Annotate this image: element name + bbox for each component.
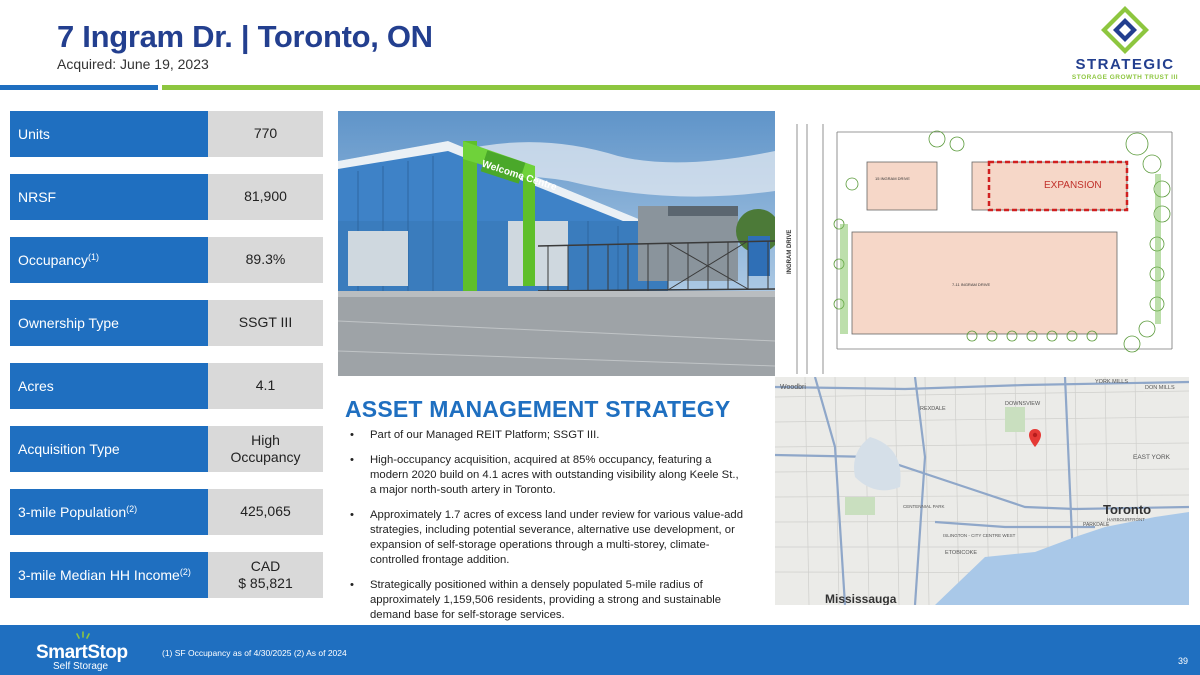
stat-median-income (10, 552, 323, 598)
site-plan (777, 124, 1190, 374)
welcome-sign-text: Welcome Centre (480, 158, 559, 194)
stat-ownership-type (10, 300, 323, 346)
stat-label (10, 174, 208, 220)
sparkle-icon (68, 631, 98, 641)
stat-value-line1: High (251, 431, 280, 448)
map-label-mississauga: Mississauga (825, 592, 897, 605)
footnote-marker: (1) (88, 252, 100, 262)
stat-value-text: 4.1 (255, 377, 276, 394)
stat-acres (10, 363, 323, 409)
map-label-harbourfront: HARBOURFRONT (1107, 517, 1145, 522)
stat-value-text: SSGT III (238, 314, 293, 331)
smartstop-logo (36, 635, 126, 675)
stat-value-text: 425,065 (240, 503, 291, 520)
stat-acquisition-type (10, 426, 323, 472)
street-label: INGRAM DRIVE (787, 229, 793, 274)
stat-value-text: 89.3% (245, 251, 286, 268)
stat-value-line2: $ 85,821 (238, 575, 293, 591)
stat-label-text: Units (18, 126, 50, 142)
strategy-bullet: • Part of our Managed REIT Platform; SSGT III. (348, 428, 748, 443)
map-label-etobicoke: ETOBICOKE (945, 550, 977, 556)
facility-photo (338, 111, 775, 376)
map-label-centennial-park: CENTENNIAL PARK (903, 504, 945, 509)
strategy-bullet: • High-occupancy acquisition, acquired at 85% occupancy, featuring a modern 2020 build on 4.1 acres with outstanding visibility along Keele St., a major north-south artery in Toronto. (348, 453, 748, 498)
map-label-downsview: DOWNSVIEW (1005, 401, 1041, 407)
logo-wordmark: STRATEGIC (1075, 56, 1175, 73)
stat-label-text: Ownership Type (18, 315, 119, 331)
footnotes: (1) SF Occupancy as of 4/30/2025 (2) As of 2024 (162, 648, 347, 658)
map-label-woodbridge: Woodbri (780, 384, 806, 391)
stat-value (208, 426, 323, 472)
stat-value-line2: Occupancy (230, 449, 301, 465)
stat-value-text: 81,900 (244, 188, 287, 205)
map-label-york-mills: YORK MILLS (1095, 379, 1129, 385)
stat-label (10, 426, 208, 472)
stat-population (10, 489, 323, 535)
building-label-7-11: 7-11 INGRAM DRIVE (952, 282, 991, 287)
stat-value (208, 552, 323, 598)
location-map (775, 377, 1189, 605)
smartstop-tagline: Self Storage (53, 661, 109, 672)
stat-label (10, 489, 208, 535)
footnote-marker: (2) (179, 567, 191, 577)
stat-value (208, 489, 323, 535)
stat-value (208, 300, 323, 346)
map-label-east-york: EAST YORK (1133, 454, 1170, 461)
map-label-toronto: Toronto (1103, 502, 1152, 517)
stat-label (10, 363, 208, 409)
page-number: 39 (1178, 656, 1189, 666)
smartstop-wordmark: SmartStop (36, 642, 128, 663)
stat-value (208, 174, 323, 220)
header-rule-blue (0, 85, 158, 90)
stat-occupancy (10, 237, 323, 283)
stat-value (208, 363, 323, 409)
stat-label-text: Acquisition Type (18, 441, 120, 457)
strategy-bullet-list (348, 428, 748, 633)
page-title: 7 Ingram Dr. | Toronto, ON (57, 19, 433, 54)
header-rule-green (162, 85, 1200, 90)
stat-label (10, 300, 208, 346)
strategic-logo (1062, 4, 1188, 88)
expansion-label: EXPANSION (1044, 180, 1102, 191)
stat-value-text: 770 (253, 125, 278, 142)
stat-label (10, 237, 208, 283)
map-label-islington: ISLINGTON - CITY CENTRE WEST (943, 533, 1016, 538)
stat-label (10, 111, 208, 157)
footnote-marker: (2) (126, 504, 138, 514)
map-label-don-mills: DON MILLS (1145, 385, 1175, 391)
logo-tagline: STORAGE GROWTH TRUST III (1071, 74, 1179, 81)
strategy-heading: ASSET MANAGEMENT STRATEGY (345, 396, 731, 422)
diamond-logo-icon (1062, 4, 1188, 56)
stat-label-text: NRSF (18, 189, 57, 205)
stat-value (208, 111, 323, 157)
stat-value-line1: CAD (250, 557, 281, 574)
map-label-rexdale: REXDALE (920, 406, 946, 412)
stat-label-text: Acres (18, 378, 54, 394)
stat-nrsf (10, 174, 323, 220)
map-label-parkdale: PARKDALE (1083, 522, 1110, 528)
stat-label-text: Occupancy (18, 252, 89, 268)
stat-units (10, 111, 323, 157)
stat-label (10, 552, 208, 598)
stat-label-text: 3-mile Population (18, 504, 127, 520)
stat-label-text: 3-mile Median HH Income (18, 567, 180, 583)
strategy-bullet: • Strategically positioned within a densely populated 5-mile radius of approximately 1,159,506 residents, providing a strong and sustainable demand base for self-storage services. (348, 578, 748, 623)
strategy-bullet: • Approximately 1.7 acres of excess land under review for various value-add strategies, including potential severance, alternative use development, or expansion of self-storage operations through a multi-storey, climate-controlled frontage addition. (348, 508, 748, 568)
acquired-date: Acquired: June 19, 2023 (57, 56, 209, 72)
building-label-15: 15 INGRAM DRIVE (875, 176, 910, 181)
stat-value (208, 237, 323, 283)
